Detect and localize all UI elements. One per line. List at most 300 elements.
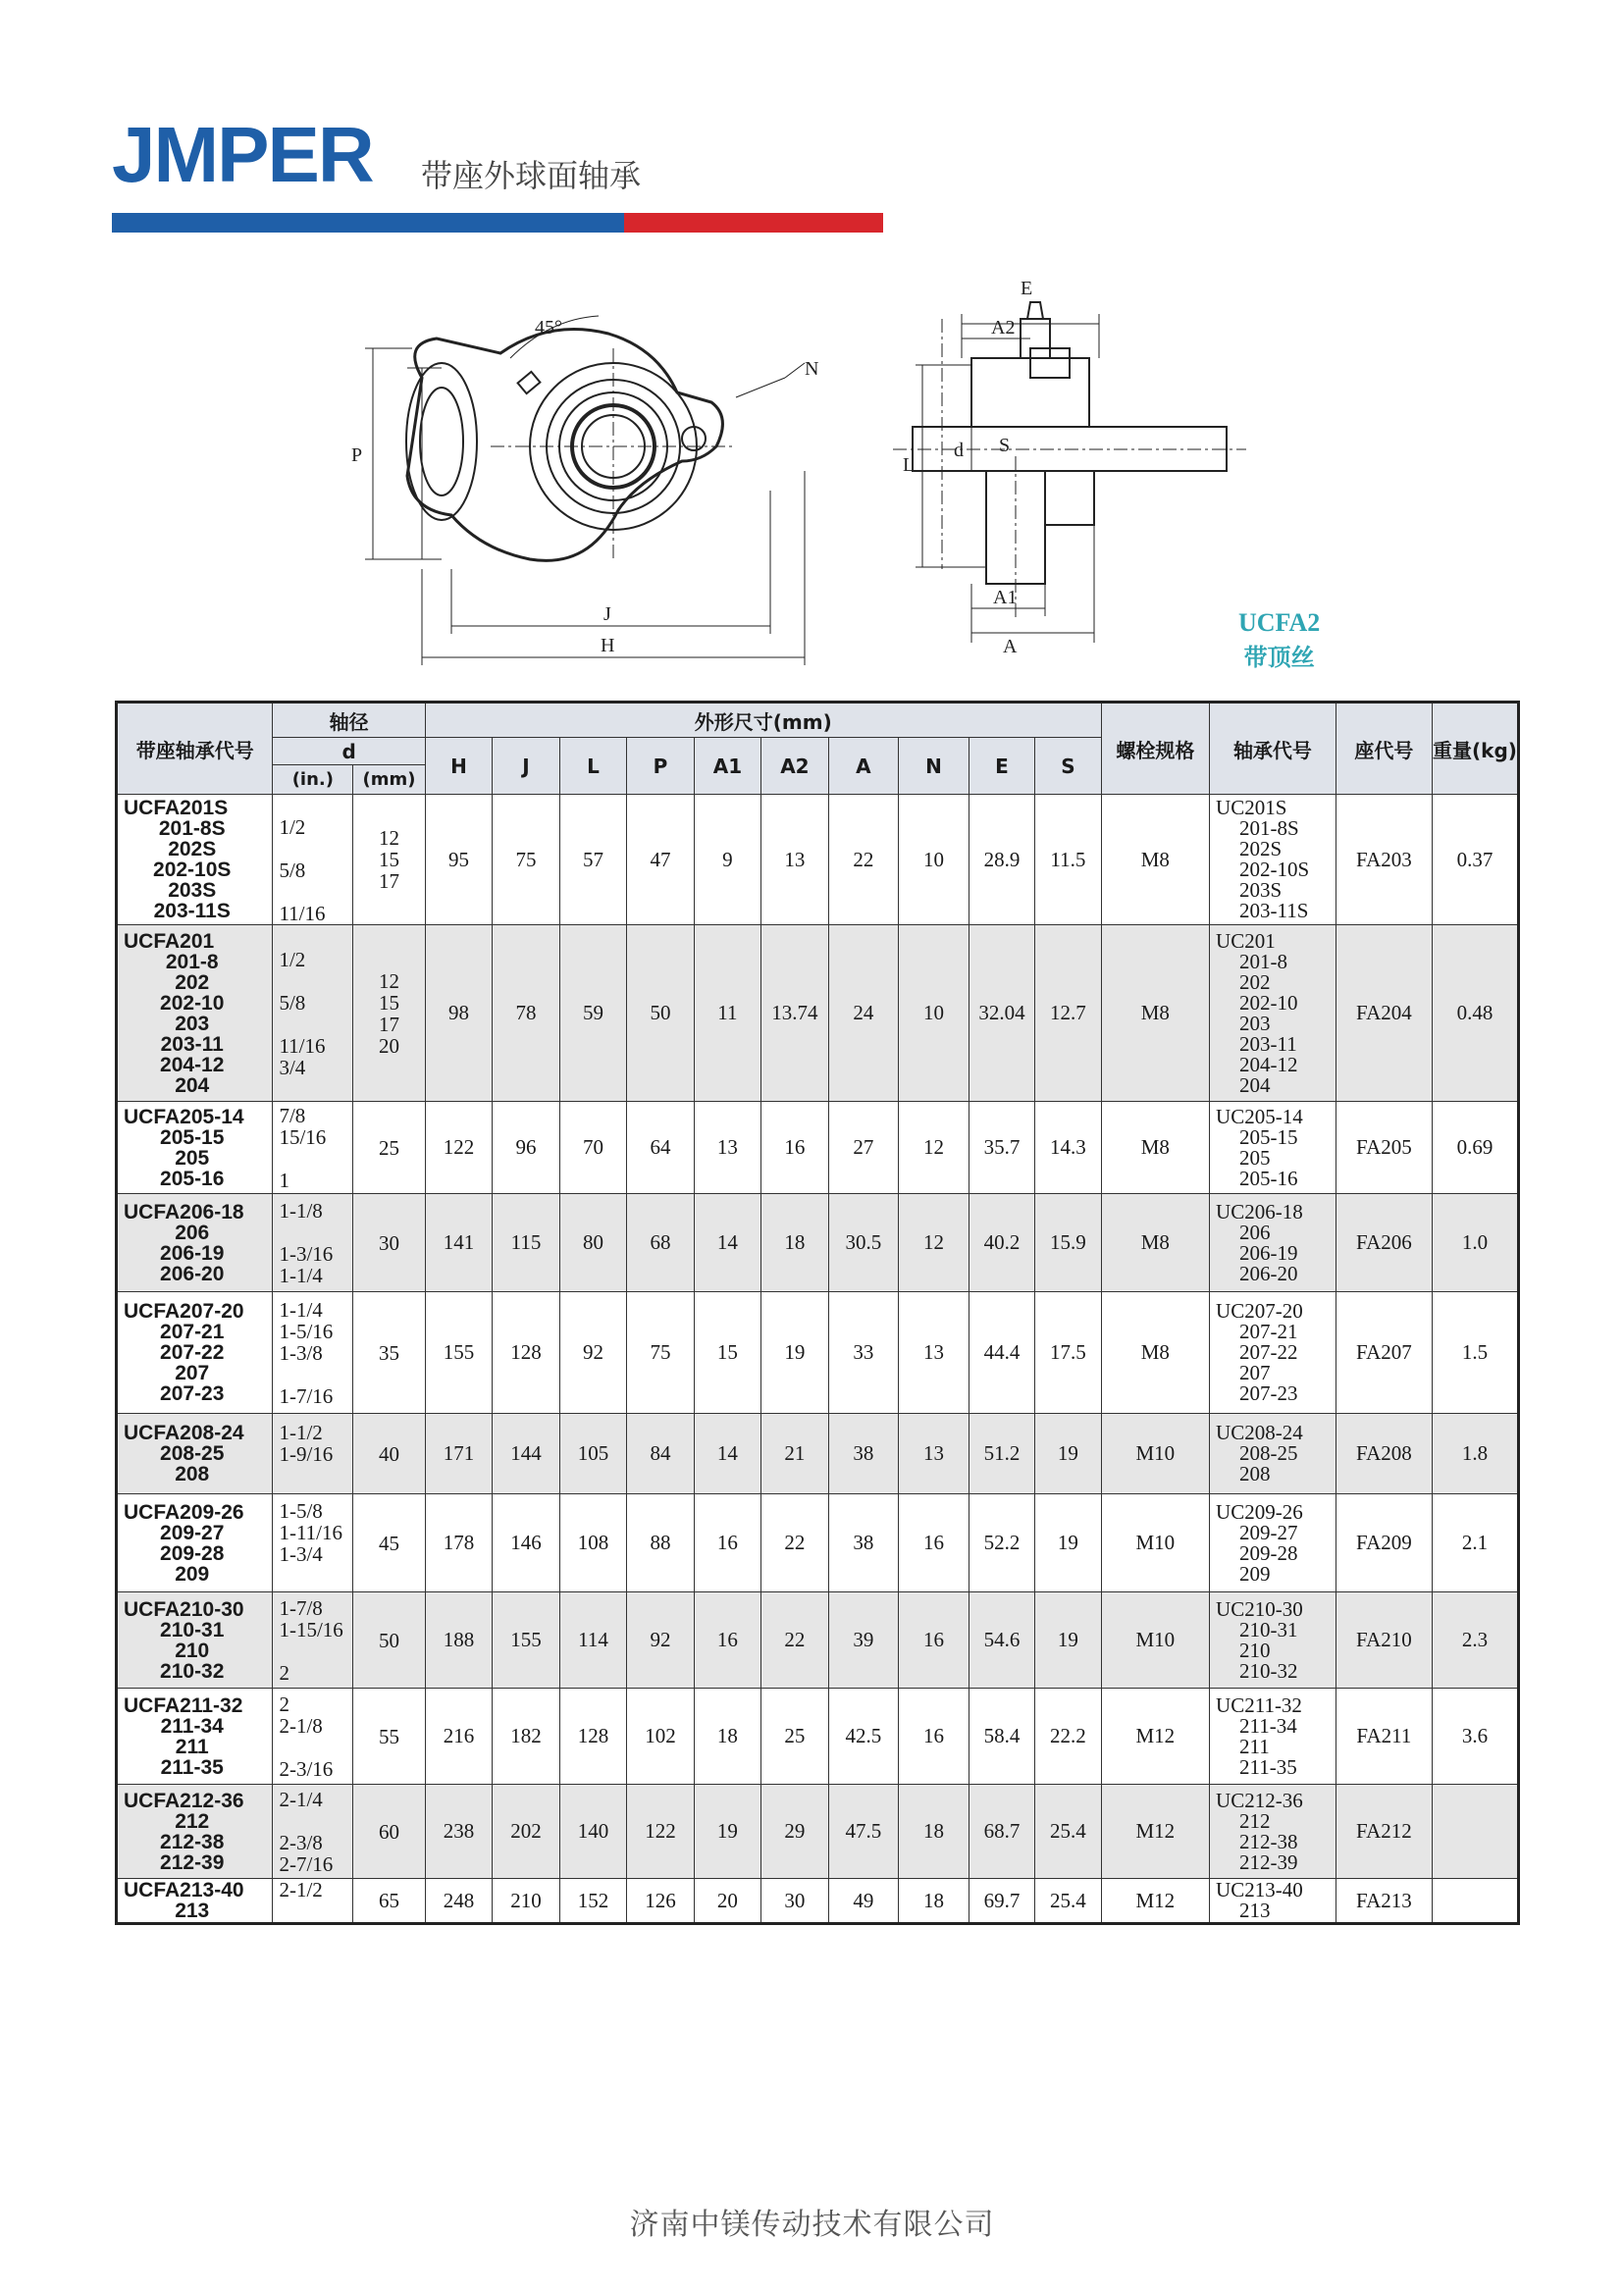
unit-code-cell-line: UCFA209-26 [124,1500,244,1524]
dim-cell-A1: 16 [694,1494,760,1592]
label-J: J [603,603,611,625]
dim-cell-S: 17.5 [1035,1292,1101,1414]
shaft-mm-cell [353,925,426,1102]
bearing-code-cell-line: UC213-40 [1216,1878,1303,1901]
dim-cell-A1: 18 [694,1689,760,1785]
dim-cell-E: 35.7 [969,1102,1034,1194]
shaft-inch-cell-line [279,1014,352,1035]
dim-cell-S: 12.7 [1035,925,1101,1102]
shaft-mm-cell [353,1785,426,1879]
shaft-mm-cell-line: 20 [379,1033,400,1058]
shaft-inch-cell-line: 1-1/4 [279,1263,323,1287]
shaft-inch-cell-line: 1-7/16 [279,1383,334,1408]
dim-cell-H: 98 [425,925,492,1102]
unit-code-cell [117,1879,273,1924]
unit-code-cell-line: 206-19 [160,1241,225,1265]
bearing-code-cell-line: 205-16 [1239,1166,1298,1190]
table-row [117,1414,1519,1494]
dim-cell-E: 44.4 [969,1292,1034,1414]
shaft-inch-cell-line [279,1810,352,1832]
unit-code-cell-line: UCFA201S [124,797,229,819]
shaft-inch-cell-line [279,1148,352,1170]
shaft-inch-cell-line: 2-3/16 [279,1756,334,1781]
shaft-mm-cell-line: 15 [379,848,400,871]
unit-code-cell [117,1102,273,1194]
dim-cell-S: 11.5 [1035,795,1101,925]
shaft-inch-cell-line: 5/8 [279,859,306,882]
dim-cell-P: 64 [627,1102,694,1194]
dim-cell-P: 126 [627,1879,694,1924]
dim-cell-A: 47.5 [828,1785,899,1879]
shaft-inch-cell-line [279,1222,352,1243]
dim-cell-A2: 13.74 [761,925,828,1102]
shaft-inch-cell-line: 7/8 [279,1103,306,1127]
dim-cell-A: 49 [828,1879,899,1924]
shaft-inch-cell-line [279,1364,352,1385]
bearing-code-cell-line: 203-11S [1239,899,1309,922]
table-row [117,925,1519,1102]
dim-cell-E: 40.2 [969,1194,1034,1292]
unit-code-cell-line: 208-25 [160,1442,225,1465]
bearing-code-cell-line: 212-39 [1239,1849,1298,1874]
th-dim-N: N [899,738,969,795]
bearing-code-cell-line: 210 [1239,1638,1271,1662]
bearing-code-cell [1210,1494,1336,1592]
dim-cell-L: 80 [559,1194,626,1292]
bearing-code-cell-line: 210-32 [1239,1658,1298,1683]
shaft-mm-cell-line: 15 [379,990,400,1015]
shaft-mm-cell-line: 12 [379,826,400,850]
dim-cell-E: 52.2 [969,1494,1034,1592]
bearing-code-cell-line: 201-8 [1239,949,1288,973]
shaft-inch-cell-line: 2 [279,1692,289,1716]
housing-cell: FA204 [1336,925,1432,1102]
shaft-inch-cell-line: 1-1/8 [279,1198,323,1223]
bearing-code-cell [1210,925,1336,1102]
th-dim-J: J [493,738,559,795]
shaft-inch-cell-line: 1-5/16 [279,1319,334,1343]
shaft-mm-cell [353,1494,426,1592]
shaft-inch-cell [273,925,353,1102]
unit-code-cell-line: 211-35 [160,1755,224,1779]
th-weight: 重量(kg) [1432,703,1518,795]
shaft-mm-cell-line: 30 [379,1230,400,1255]
dim-cell-A1: 15 [694,1292,760,1414]
shaft-inch-cell-line: 1/2 [279,947,306,971]
dim-cell-N: 10 [899,795,969,925]
table-row [117,1292,1519,1414]
label-S: S [999,435,1011,456]
dim-cell-J: 182 [493,1689,559,1785]
dim-cell-J: 115 [493,1194,559,1292]
bearing-code-cell-line: 212 [1239,1808,1271,1833]
table-row [117,795,1519,925]
bearing-code-cell-line: 207 [1239,1361,1271,1384]
th-shaft: 轴径 [273,703,425,738]
dim-cell-N: 18 [899,1785,969,1879]
unit-code-cell-line: 203-11 [160,1032,224,1056]
label-A1: A1 [993,587,1018,608]
bearing-code-cell [1210,1414,1336,1494]
unit-code-cell-line: 207-22 [160,1341,225,1364]
dim-cell-L: 105 [559,1414,626,1494]
dim-cell-P: 102 [627,1689,694,1785]
unit-code-cell-line: 202S [168,838,217,860]
unit-code-cell-line: UCFA210-30 [124,1597,244,1621]
bearing-code-cell-line: 202-10 [1239,990,1298,1015]
th-bolt: 螺栓规格 [1101,703,1209,795]
bolt-cell: M12 [1101,1879,1209,1924]
label-A2: A2 [991,317,1016,339]
shaft-inch-cell-line: 1-7/8 [279,1595,323,1620]
bearing-code-cell-line: 208-25 [1239,1441,1298,1465]
bearing-code-cell-line: 202 [1239,969,1271,994]
unit-code-cell [117,1292,273,1414]
shaft-mm-cell [353,1592,426,1689]
shaft-mm-cell-line: 17 [379,1012,400,1036]
dim-cell-J: 128 [493,1292,559,1414]
dim-cell-A2: 30 [761,1879,828,1924]
table-row [117,1194,1519,1292]
dim-cell-A1: 11 [694,925,760,1102]
unit-code-cell-line: 210 [175,1639,210,1662]
shaft-mm-cell-line: 35 [379,1340,400,1365]
shaft-inch-cell-line: 2-3/8 [279,1830,323,1854]
label-L: L [903,454,916,476]
dim-cell-L: 114 [559,1592,626,1689]
dim-cell-H: 155 [425,1292,492,1414]
header-bar-blue [112,213,624,233]
dim-cell-P: 88 [627,1494,694,1592]
shaft-inch-cell [273,1414,353,1494]
unit-code-cell-line: 204 [175,1073,210,1097]
unit-code-cell-line: 212-39 [160,1850,225,1874]
dim-cell-N: 16 [899,1494,969,1592]
housing-cell: FA209 [1336,1494,1432,1592]
footer-company: 济南中镁传动技术有限公司 [629,2208,995,2242]
th-dim-H: H [425,738,492,795]
dim-cell-H: 95 [425,795,492,925]
bearing-code-cell-line: 203-11 [1239,1031,1297,1056]
dim-cell-P: 92 [627,1592,694,1689]
weight-cell: 1.0 [1432,1194,1518,1292]
unit-code-cell-line: 212-38 [160,1830,225,1853]
table-row [117,1879,1519,1924]
dim-cell-A2: 19 [761,1292,828,1414]
dim-cell-H: 178 [425,1494,492,1592]
dim-cell-A2: 16 [761,1102,828,1194]
label-angle: 45° [535,317,562,339]
unit-code-cell-line: 210-31 [160,1618,225,1641]
unit-code-cell-line: UCFA206-18 [124,1200,244,1224]
bolt-cell: M8 [1101,795,1209,925]
bearing-code-cell-line: UC205-14 [1216,1104,1303,1128]
bolt-cell: M12 [1101,1785,1209,1879]
shaft-inch-cell [273,1592,353,1689]
bearing-code-cell-line: 206-20 [1239,1261,1298,1285]
unit-code-cell [117,1494,273,1592]
dim-cell-A: 39 [828,1592,899,1689]
dim-cell-S: 22.2 [1035,1689,1101,1785]
shaft-inch-cell-line [279,1465,352,1486]
bearing-code-cell-line: 204-12 [1239,1052,1298,1076]
unit-code-cell-line: UCFA205-14 [124,1105,244,1128]
dim-cell-A1: 20 [694,1879,760,1924]
unit-code-cell [117,1194,273,1292]
dim-cell-L: 140 [559,1785,626,1879]
weight-cell: 2.1 [1432,1494,1518,1592]
shaft-inch-cell [273,1194,353,1292]
th-dim-E: E [969,738,1034,795]
dim-cell-J: 210 [493,1879,559,1924]
bearing-code-cell-line: 207-22 [1239,1340,1298,1364]
dim-cell-H: 216 [425,1689,492,1785]
bearing-code-cell-line: UC210-30 [1216,1596,1303,1621]
bearing-code-cell-line: 209-27 [1239,1520,1298,1544]
label-H: H [601,635,615,656]
unit-code-cell-line: 205-15 [160,1125,225,1149]
bearing-code-cell-line: UC206-18 [1216,1199,1303,1224]
bolt-cell: M10 [1101,1494,1209,1592]
shaft-inch-cell-line [279,1901,352,1922]
shaft-mm-cell [353,1102,426,1194]
bearing-code-cell-line: 204 [1239,1072,1271,1097]
bearing-code-cell-line: 212-38 [1239,1829,1298,1853]
th-d: d [273,738,425,765]
bearing-code-cell-line: 206-19 [1239,1240,1298,1265]
bearing-code-cell [1210,1689,1336,1785]
dim-cell-E: 32.04 [969,925,1034,1102]
th-in: (in.) [273,765,353,795]
dim-cell-H: 248 [425,1879,492,1924]
dim-cell-L: 108 [559,1494,626,1592]
shaft-inch-cell-line: 11/16 [279,1033,326,1058]
dim-cell-A1: 16 [694,1592,760,1689]
label-d: d [954,440,964,461]
table-row [117,1102,1519,1194]
shaft-inch-cell [273,1292,353,1414]
th-dim-S: S [1035,738,1101,795]
unit-code-cell-line: 202-10 [160,991,225,1015]
bearing-code-cell-line: UC207-20 [1216,1299,1303,1323]
dim-cell-L: 128 [559,1689,626,1785]
dim-cell-A1: 13 [694,1102,760,1194]
dim-cell-A: 27 [828,1102,899,1194]
shaft-inch-cell-line: 2-7/16 [279,1851,334,1876]
unit-code-cell-line: 208 [175,1463,210,1485]
unit-code-cell [117,1785,273,1879]
shaft-mm-cell [353,1414,426,1494]
bearing-code-cell-line: UC201 [1216,928,1276,953]
dim-cell-S: 19 [1035,1494,1101,1592]
dim-cell-A2: 13 [761,795,828,925]
shaft-inch-cell-line: 2-1/8 [279,1713,323,1738]
bearing-code-cell-line: 211-35 [1239,1754,1297,1779]
bearing-code-cell [1210,1879,1336,1924]
bolt-cell: M8 [1101,1194,1209,1292]
dim-cell-A1: 9 [694,795,760,925]
dim-cell-J: 144 [493,1414,559,1494]
dim-cell-J: 202 [493,1785,559,1879]
bearing-code-cell-line: UC212-36 [1216,1788,1303,1812]
bearing-code-cell-line: 209-28 [1239,1540,1298,1565]
th-dims: 外形尺寸(mm) [425,703,1101,738]
bearing-code-cell-line: 207-21 [1239,1320,1298,1343]
bearing-code-cell-line: 210-31 [1239,1617,1298,1641]
series-code: UCFA2 [1238,608,1321,637]
unit-code-cell-line: 207-21 [160,1321,225,1343]
shaft-inch-cell-line [279,881,352,903]
dim-cell-H: 171 [425,1414,492,1494]
shaft-inch-cell [273,1689,353,1785]
bearing-code-cell [1210,795,1336,925]
shaft-inch-cell-line: 1-9/16 [279,1441,334,1466]
dim-cell-P: 84 [627,1414,694,1494]
housing-cell: FA207 [1336,1292,1432,1414]
shaft-inch-cell-line [279,1737,352,1758]
shaft-inch-cell-line [279,838,352,860]
dim-cell-P: 50 [627,925,694,1102]
th-mm: (mm) [353,765,426,795]
unit-code-cell-line: 201-8S [158,817,226,840]
housing-cell: FA213 [1336,1879,1432,1924]
unit-code-cell-line: 206-20 [160,1262,225,1285]
shaft-inch-cell-line: 1 [279,1168,289,1192]
dim-cell-J: 78 [493,925,559,1102]
bearing-code-cell-line: UC208-24 [1216,1421,1303,1444]
dim-cell-H: 141 [425,1194,492,1292]
dim-cell-A2: 29 [761,1785,828,1879]
bearing-code-cell-line: UC211-32 [1216,1693,1302,1717]
housing-cell: FA212 [1336,1785,1432,1879]
dim-cell-S: 14.3 [1035,1102,1101,1194]
shaft-mm-cell-line: 17 [379,869,400,893]
dim-cell-A1: 14 [694,1194,760,1292]
th-housing: 座代号 [1336,703,1432,795]
shaft-mm-cell [353,1194,426,1292]
housing-cell: FA210 [1336,1592,1432,1689]
dim-cell-A2: 22 [761,1494,828,1592]
weight-cell [1432,1785,1518,1879]
unit-code-cell-line: 204-12 [160,1053,225,1076]
dim-cell-L: 59 [559,925,626,1102]
shaft-inch-cell-line: 11/16 [279,902,326,925]
dim-cell-L: 152 [559,1879,626,1924]
unit-code-cell-line: 213 [175,1900,210,1922]
shaft-mm-cell-line: 65 [379,1889,400,1912]
unit-code-cell-line: 206 [175,1221,210,1244]
th-dim-P: P [627,738,694,795]
dim-cell-A2: 18 [761,1194,828,1292]
dim-cell-N: 16 [899,1592,969,1689]
housing-cell: FA208 [1336,1414,1432,1494]
unit-code-cell-line: 212 [175,1809,210,1833]
dim-cell-L: 92 [559,1292,626,1414]
unit-code-cell-line: 209-27 [160,1521,225,1544]
bolt-cell: M10 [1101,1592,1209,1689]
shaft-inch-cell-line: 1-3/16 [279,1241,334,1266]
unit-code-cell [117,1592,273,1689]
shaft-mm-cell [353,795,426,925]
shaft-inch-cell [273,795,353,925]
dim-cell-E: 28.9 [969,795,1034,925]
dim-cell-A2: 22 [761,1592,828,1689]
th-dim-L: L [559,738,626,795]
unit-code-cell-line: 205-16 [160,1167,225,1190]
weight-cell: 3.6 [1432,1689,1518,1785]
shaft-inch-cell-line: 2-1/2 [279,1878,323,1901]
unit-code-cell-line: 201-8 [165,950,219,973]
shaft-mm-cell-line: 60 [379,1819,400,1844]
label-N: N [805,358,819,380]
dim-cell-H: 122 [425,1102,492,1194]
table-row [117,1689,1519,1785]
table-row [117,1785,1519,1879]
unit-code-cell-line: 202 [175,970,210,994]
unit-code-cell-line: UCFA212-36 [124,1789,244,1812]
dim-cell-N: 13 [899,1292,969,1414]
shaft-inch-cell-line: 1-3/8 [279,1340,323,1365]
weight-cell [1432,1879,1518,1924]
bearing-code-cell [1210,1592,1336,1689]
spec-table-body [117,795,1519,1924]
shaft-inch-cell-line: 5/8 [279,990,306,1015]
dim-cell-S: 25.4 [1035,1879,1101,1924]
dim-cell-N: 13 [899,1414,969,1494]
unit-code-cell-line: UCFA207-20 [124,1300,244,1323]
shaft-inch-cell-line [279,1078,352,1100]
dim-cell-S: 25.4 [1035,1785,1101,1879]
shaft-inch-cell-line [279,927,352,949]
bolt-cell: M8 [1101,925,1209,1102]
unit-code-cell [117,1689,273,1785]
unit-code-cell [117,795,273,925]
dim-cell-A2: 25 [761,1689,828,1785]
dim-cell-E: 68.7 [969,1785,1034,1879]
dim-cell-J: 75 [493,795,559,925]
dim-cell-A1: 19 [694,1785,760,1879]
unit-code-cell-line: 207 [175,1362,210,1384]
shaft-inch-cell-line: 3/4 [279,1055,306,1079]
shaft-mm-cell-line: 50 [379,1628,400,1652]
shaft-mm-cell-line: 55 [379,1724,400,1748]
unit-code-cell-line: 202-10S [153,859,232,881]
bearing-code-cell [1210,1102,1336,1194]
shaft-inch-cell-line [279,970,352,992]
unit-code-cell-line: 203S [168,879,217,902]
shaft-inch-cell [273,1494,353,1592]
bearing-code-cell [1210,1292,1336,1414]
unit-code-cell-line: 209-28 [160,1541,225,1565]
shaft-inch-cell-line: 1-5/8 [279,1498,323,1523]
housing-cell: FA211 [1336,1689,1432,1785]
shaft-inch-cell-line: 1/2 [279,815,306,839]
unit-code-cell-line: 203-11S [153,900,231,922]
bolt-cell: M12 [1101,1689,1209,1785]
bearing-code-cell-line: 203 [1239,1011,1271,1035]
bearing-code-cell-line: 208 [1239,1462,1271,1485]
unit-code-cell-line: 211 [175,1735,209,1758]
bearing-code-cell-line: 211-34 [1239,1713,1297,1738]
unit-code-cell-line: 209 [175,1562,210,1586]
dim-cell-S: 19 [1035,1414,1101,1494]
weight-cell: 0.37 [1432,795,1518,925]
bolt-cell: M8 [1101,1102,1209,1194]
unit-code-cell-line: 207-23 [160,1382,225,1405]
unit-code-cell-line: UCFA213-40 [124,1879,244,1901]
table-row [117,1494,1519,1592]
shaft-inch-cell [273,1785,353,1879]
